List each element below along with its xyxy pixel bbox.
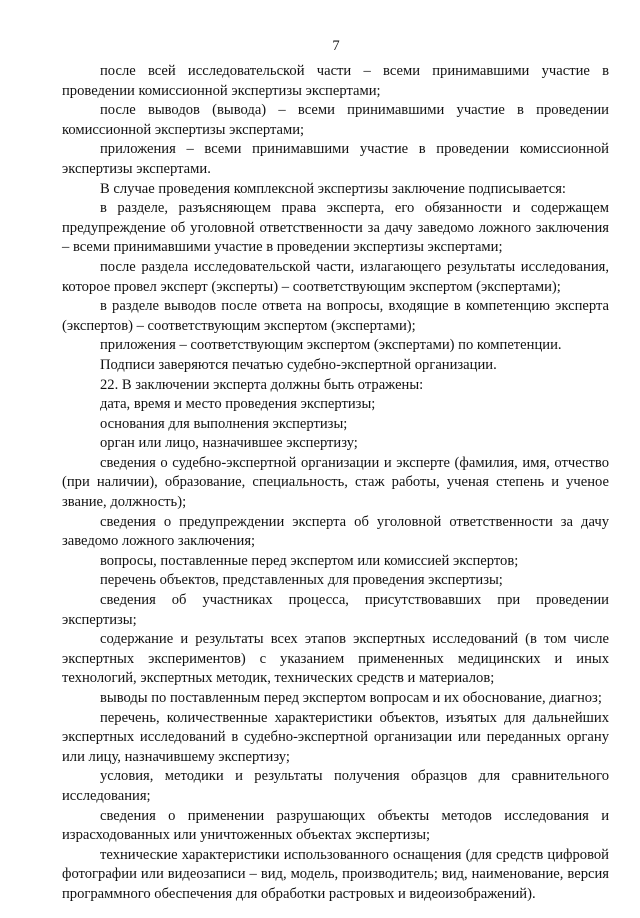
page-number: 7 bbox=[332, 38, 340, 54]
paragraph: дата, время и место проведения экспертизы; bbox=[100, 396, 376, 413]
document-body bbox=[62, 62, 609, 905]
paragraph: сведения о судебно-экспертной организации и эксперте (фамилия, имя, отчество (при наличии), образование, специальность, стаж работы, ученая степень и ученое звание, должность); bbox=[62, 454, 609, 511]
paragraph: технические характеристики использованного оснащения (для средств цифровой фотографии или видеозаписи – вид, модель, производитель; вид, наименование, версия программного обеспечения для обработки растровых и видеоизображений). bbox=[62, 846, 609, 902]
paragraph: после раздела исследовательской части, излагающего результаты исследования, которое провел эксперт (эксперты) – соответствующим экспертом (экспертами); bbox=[62, 258, 609, 295]
paragraph: после всей исследовательской части – всеми принимавшими участие в проведении комиссионной экспертизы экспертами; bbox=[62, 63, 609, 99]
paragraph: выводы по поставленным перед экспертом вопросам и их обоснование, диагноз; bbox=[100, 690, 602, 706]
paragraph: приложения – всеми принимавшими участие в проведении комиссионной экспертизы экспертами. bbox=[62, 141, 609, 177]
paragraph: после выводов (вывода) – всеми принимавшими участие в проведении комиссионной экспертизы экспертами; bbox=[62, 102, 609, 138]
paragraph: вопросы, поставленные перед экспертом или комиссией экспертов; bbox=[100, 552, 519, 569]
paragraph: сведения о предупреждении эксперта об уголовной ответственности за дачу заведомо ложного заключения; bbox=[62, 513, 609, 550]
paragraph: орган или лицо, назначившее экспертизу; bbox=[100, 435, 358, 452]
paragraph: Подписи заверяются печатью судебно-экспертной организации. bbox=[100, 356, 497, 373]
paragraph: в разделе, разъясняющем права эксперта, его обязанности и содержащем предупреждение об уголовной ответственности за дачу заведомо ложного заключения – всеми принимавшими участие в проведении экспертизы экспертами; bbox=[62, 200, 609, 256]
section-heading-22: 22. В заключении эксперта должны быть отражены: bbox=[100, 376, 424, 393]
paragraph: в разделе выводов после ответа на вопросы, входящие в компетенцию эксперта (экспертов) – соответствующим экспертом (экспертами); bbox=[62, 298, 609, 334]
paragraph: содержание и результаты всех этапов экспертных исследований (в том числе экспертных экспериментов) с указанием примененных медицинских и иных технологий, экспертных методик, технических средств и материалов; bbox=[62, 631, 609, 687]
paragraph: условия, методики и результаты получения образцов для сравнительного исследования; bbox=[62, 768, 609, 804]
paragraph: сведения о применении разрушающих объекты методов исследования и израсходованных или уничтоженных объектах экспертизы; bbox=[62, 807, 609, 844]
paragraph: сведения об участниках процесса, присутствовавших при проведении экспертизы; bbox=[62, 592, 609, 628]
paragraph: перечень объектов, представленных для проведения экспертизы; bbox=[100, 572, 503, 589]
paragraph: перечень, количественные характеристики объектов, изъятых для дальнейших экспертных исследований в судебно-экспертной организации или переданных органу или лицу, назначившему экспертизу; bbox=[62, 709, 609, 765]
paragraph: В случае проведения комплексной экспертизы заключение подписывается: bbox=[100, 180, 566, 197]
paragraph: основания для выполнения экспертизы; bbox=[100, 415, 348, 432]
paragraph: приложения – соответствующим экспертом (экспертами) по компетенции. bbox=[100, 337, 562, 354]
